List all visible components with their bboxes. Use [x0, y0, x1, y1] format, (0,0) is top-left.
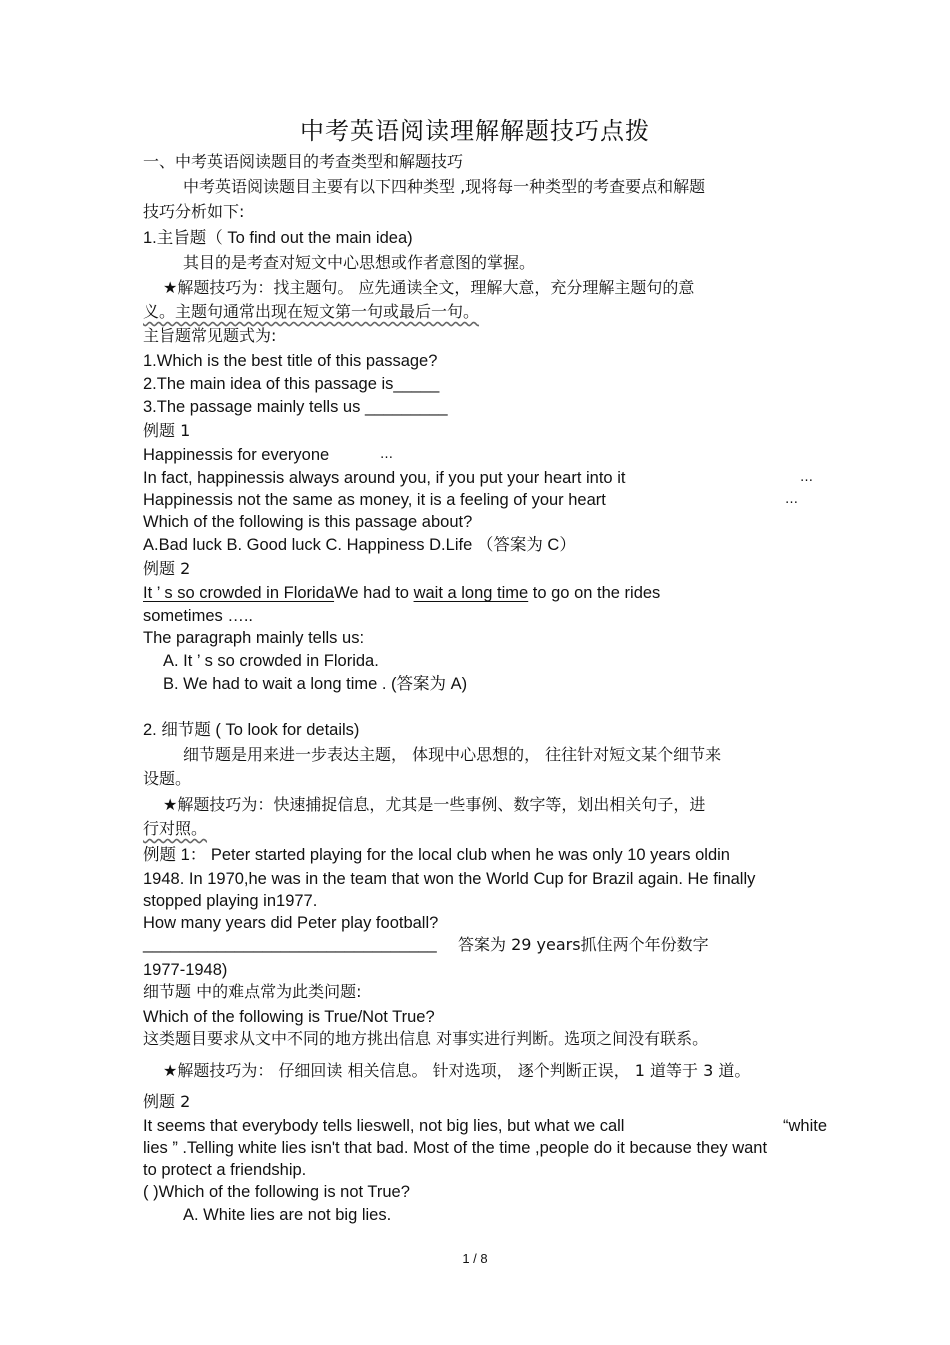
example-line: sometimes …..	[143, 607, 254, 625]
page-number: 1 / 8	[462, 1251, 488, 1266]
underlined-phrase: It ’ s so crowded in Florida	[143, 584, 335, 602]
example-line: lies ” .Telling white lies isn't that bad. Most of the time ,people do it because they want	[143, 1139, 768, 1157]
intro-line: 技巧分析如下:	[143, 202, 245, 221]
example-question: Which of the following is this passage about?	[143, 513, 473, 531]
answer-blank: ________________________________	[143, 935, 437, 953]
paragraph-line: 设题。	[143, 769, 192, 788]
example-line: Happinessis not the same as money, it is a feeling of your heart	[143, 491, 606, 509]
paragraph-line: 细节题 中的难点常为此类问题:	[143, 982, 362, 1001]
example-line: 1948. In 1970,he was in the team that won the World Cup for Brazil again. He finally	[143, 870, 756, 888]
tip-line: 义。主题句通常出现在短文第一句或最后一句。	[143, 302, 480, 321]
example-question: How many years did Peter play football?	[143, 914, 439, 932]
example-label: 例题 2	[143, 1092, 191, 1111]
question-form: 1.Which is the best title of this passage?	[143, 352, 438, 370]
example-line: It seems that everybody tells lieswell, not big lies, but what we call	[143, 1117, 625, 1135]
example-option: A. It ’ s so crowded in Florida.	[163, 652, 379, 670]
tip-line: ★解题技巧为：快速捕捉信息，尤其是一些事例、数字等，划出相关句子，进	[163, 795, 706, 814]
ellipsis-mark: …	[380, 447, 393, 462]
question-form: Which of the following is True/Not True?	[143, 1008, 435, 1026]
paragraph-line: 主旨题常见题式为:	[143, 326, 277, 345]
example-question: The paragraph mainly tells us:	[143, 629, 365, 647]
example-line: In fact, happinessis always around you, if you put your heart into it	[143, 469, 626, 487]
answer-note: 答案为 29 years抓住两个年份数字	[458, 935, 709, 954]
ellipsis-mark: …	[800, 470, 813, 485]
example-options: A.Bad luck B. Good luck C. Happiness D.Life （答案为 C）	[143, 536, 576, 554]
tip-line: 行对照。	[143, 819, 208, 838]
underlined-phrase: wait a long time	[413, 584, 529, 602]
intro-line: 中考英语阅读题目主要有以下四种类型 ,现将每一种类型的考查要点和解题	[183, 177, 706, 196]
question-form: 2.The main idea of this passage is_____	[143, 375, 440, 393]
ellipsis-mark: …	[785, 492, 798, 507]
example-line: to protect a friendship.	[143, 1161, 307, 1179]
page-title: 中考英语阅读理解解题技巧点拨	[300, 117, 650, 145]
example-text: We had to	[334, 584, 414, 602]
example-question: ( )Which of the following is not True?	[143, 1183, 410, 1201]
example-option: A. White lies are not big lies.	[183, 1206, 392, 1224]
answer-note: 1977-1948)	[143, 961, 228, 979]
example-line: 例题 1： Peter started playing for the local club when he was only 10 years oldin	[143, 846, 730, 864]
example-label: 例题 2	[143, 559, 191, 578]
example-line	[143, 583, 660, 603]
tip-line: ★解题技巧为：找主题句。 应先通读全文，理解大意，充分理解主题句的意	[163, 278, 695, 297]
example-option: B. We had to wait a long time . (答案为 A)	[163, 675, 468, 693]
tip-line: ★解题技巧为： 仔细回读 相关信息。 针对选项， 逐个判断正误， 1 道等于 3 道。	[163, 1061, 751, 1080]
example-line: “white	[783, 1117, 828, 1135]
paragraph-line: 其目的是考查对短文中心思想或作者意图的掌握。	[183, 253, 536, 272]
question-type-heading: 1.主旨题（ To find out the main idea)	[143, 229, 413, 247]
example-line: stopped playing in1977.	[143, 892, 318, 910]
paragraph-line: 细节题是用来进一步表达主题， 体现中心思想的， 往往针对短文某个细节来	[183, 745, 722, 764]
section-heading: 一、中考英语阅读题目的考查类型和解题技巧	[143, 152, 464, 171]
question-form: 3.The passage mainly tells us _________	[143, 398, 448, 416]
paragraph-line: 这类题目要求从文中不同的地方挑出信息 对事实进行判断。选项之间没有联系。	[143, 1029, 709, 1048]
example-line: Happinessis for everyone	[143, 446, 330, 464]
example-text: to go on the rides	[528, 584, 661, 602]
example-label: 例题 1	[143, 421, 191, 440]
question-type-heading: 2. 细节题 ( To look for details)	[143, 721, 360, 739]
